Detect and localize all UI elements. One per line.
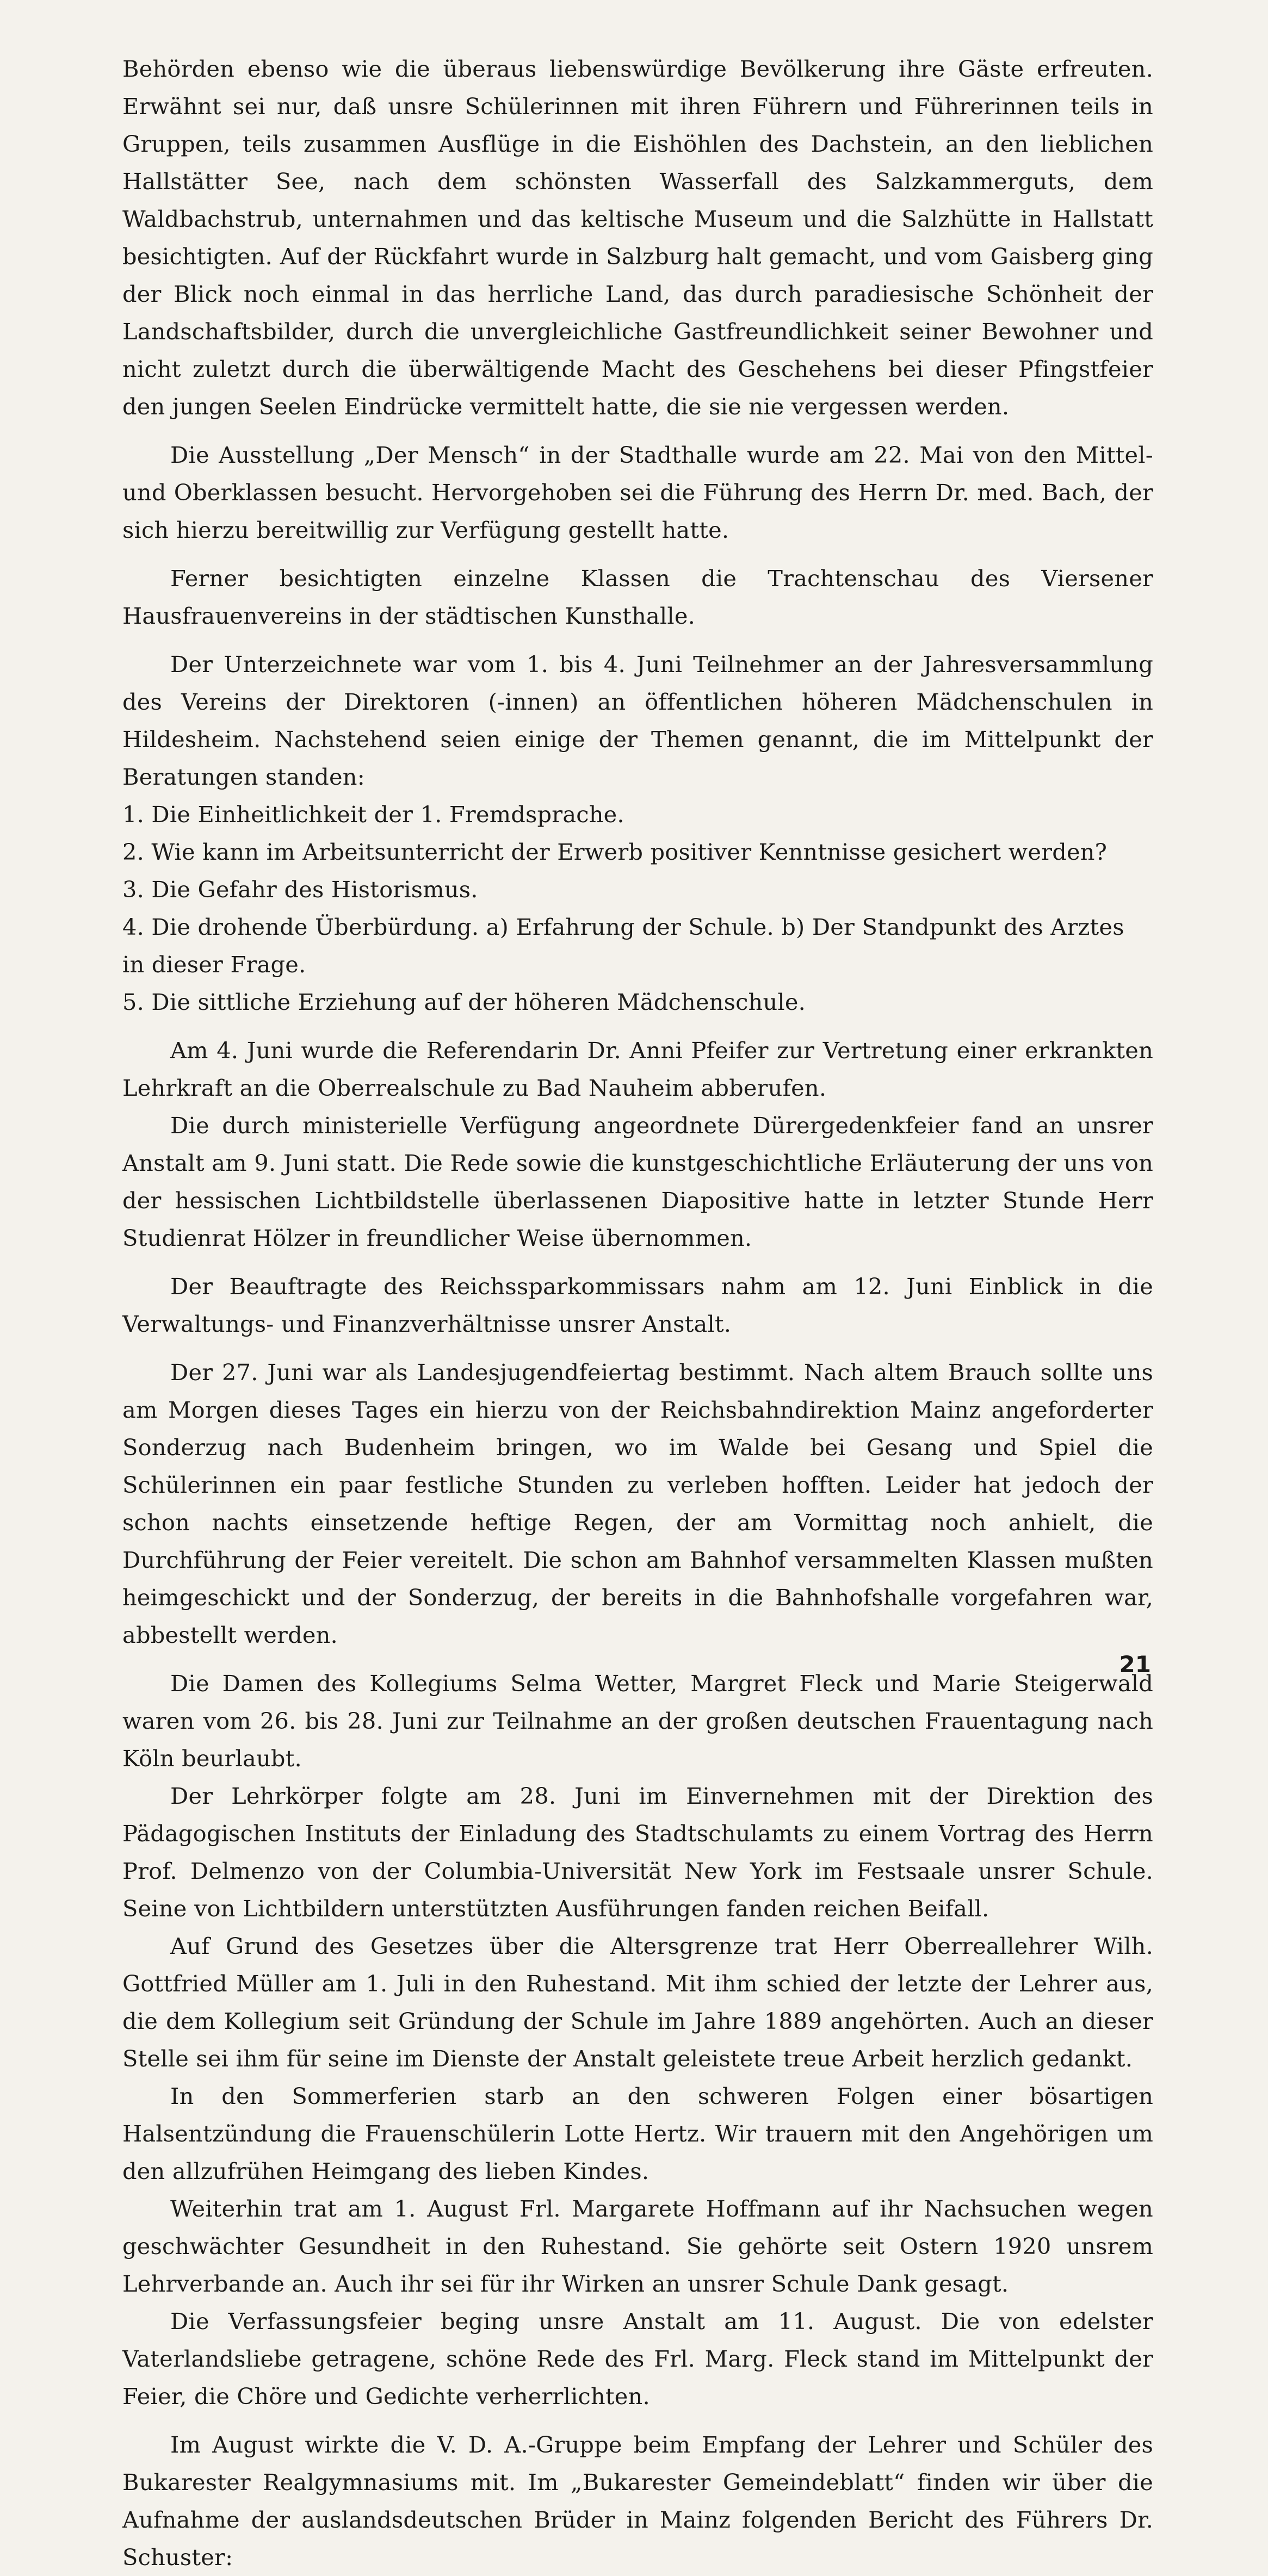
page-number: 21	[1119, 1651, 1151, 1678]
theme-item: 2. Wie kann im Arbeitsunterricht der Erwerb positiver Kenntnisse gesichert werden?	[122, 839, 1108, 865]
paragraph-verfassungsfeier: Die Verfassungsfeier beging unsre Anstalt am 11. August. Die von edelster Vaterlandsliebe getragene, schöne Rede des Frl. Marg. Fleck stand im Mittelpunkt der Feier, die Chöre und Gedichte verherrlichten.	[122, 2308, 1153, 2410]
paragraph-landesjugendfeiertag: Der 27. Juni war als Landesjugendfeiertag bestimmt. Nach altem Brauch sollte uns am Morgen dieses Tages ein hierzu von der Reichsbahndirektion Mainz angeforderter Sonderzug nach Budenheim bringen, wo im Walde bei Gesang und Spiel die Schülerinnen ein paar festliche Stunden zu verleben hofften. Leider hat jedoch der schon nachts einsetzende heftige Regen, der am Vormittag noch anhielt, die Durchführung der Feier vereitelt. Die schon am Bahnhof versammelten Klassen mußten heimgeschickt und der Sonderzug, der bereits in die Bahnhofshalle vorgefahren war, abbestellt werden.	[122, 1359, 1153, 1648]
theme-item: 1. Die Einheitlichkeit der 1. Fremdsprache.	[122, 801, 624, 828]
document-page	[122, 50, 1153, 2576]
paragraph-reichssparkommissar: Der Beauftragte des Reichssparkommissars nahm am 12. Juni Einblick in die Verwaltungs- und Finanzverhältnisse unsrer Anstalt.	[122, 1273, 1153, 1337]
themes-list	[122, 796, 1153, 1021]
paragraph-vortrag: Der Lehrkörper folgte am 28. Juni im Einvernehmen mit der Direktion des Pädagogischen Instituts der Einladung des Stadtschulamts zu einem Vortrag des Herrn Prof. Delmenzo von der Columbia-Universität New York im Festsaale unsrer Schule. Seine von Lichtbildern unterstützten Ausführungen fanden reichen Beifall.	[122, 1783, 1153, 1922]
paragraph-duerergedenkfeier: Die durch ministerielle Verfügung angeordnete Dürergedenkfeier fand an unsrer Anstalt am 9. Juni statt. Die Rede sowie die kunstgeschichtliche Erläuterung der uns von der hessischen Lichtbildstelle überlassenen Diapositive hatte in letzter Stunde Herr Studienrat Hölzer in freundlicher Weise übernommen.	[122, 1112, 1153, 1251]
paragraph-ausstellung: Die Ausstellung „Der Mensch“ in der Stadthalle wurde am 22. Mai von den Mittel- und Oberklassen besucht. Hervorgehoben sei die Führung des Herrn Dr. med. Bach, der sich hierzu bereitwillig zur Verfügung gestellt hatte.	[122, 442, 1153, 543]
paragraph-sommerferien: In den Sommerferien starb an den schweren Folgen einer bösartigen Halsentzündung die Frauenschülerin Lotte Hertz. Wir trauern mit den Angehörigen um den allzufrühen Heimgang des lieben Kindes.	[122, 2083, 1153, 2184]
theme-item: 4. Die drohende Überbürdung. a) Erfahrung der Schule. b) Der Standpunkt des Arztes in dieser Frage.	[122, 914, 1124, 978]
theme-item: 5. Die sittliche Erziehung auf der höheren Mädchenschule.	[122, 989, 806, 1015]
theme-item: 3. Die Gefahr des Historismus.	[122, 876, 478, 903]
paragraph-ruhestand-hoffmann: Weiterhin trat am 1. August Frl. Margarete Hoffmann auf ihr Nachsuchen wegen geschwächter Gesundheit in den Ruhestand. Sie gehörte seit Ostern 1920 unsrem Lehrverbande an. Auch ihr sei für ihr Wirken an unsrer Schule Dank gesagt.	[122, 2195, 1153, 2297]
paragraph-vda-gruppe: Im August wirkte die V. D. A.-Gruppe beim Empfang der Lehrer und Schüler des Bukarester Realgymnasiums mit. Im „Bukarester Gemeindeblatt“ finden wir über die Aufnahme der auslandsdeutschen Brüder in Mainz folgenden Bericht des Führers Dr. Schuster:	[122, 2431, 1153, 2571]
paragraph-frauentagung: Die Damen des Kollegiums Selma Wetter, Margret Fleck und Marie Steigerwald waren vom 26. bis 28. Juni zur Teilnahme an der großen deutschen Frauentagung nach Köln beurlaubt.	[122, 1670, 1153, 1772]
paragraph-ruhestand-mueller: Auf Grund des Gesetzes über die Altersgrenze trat Herr Oberreallehrer Wilh. Gottfried Müller am 1. Juli in den Ruhestand. Mit ihm schied der letzte der Lehrer aus, die dem Kollegium seit Gründung der Schule im Jahre 1889 angehörten. Auch an dieser Stelle sei ihm für seine im Dienste der Anstalt geleistete treue Arbeit herzlich gedankt.	[122, 1933, 1153, 2072]
paragraph-referendarin: Am 4. Juni wurde die Referendarin Dr. Anni Pfeifer zur Vertretung einer erkrankten Lehrkraft an die Oberrealschule zu Bad Nauheim abberufen.	[122, 1037, 1153, 1101]
paragraph-pfingstfahrt: Behörden ebenso wie die überaus liebenswürdige Bevölkerung ihre Gäste erfreuten. Erwähnt sei nur, daß unsre Schülerinnen mit ihren Führern und Führerinnen teils in Gruppen, teils zusammen Ausflüge in die Eishöhlen des Dachstein, an den lieblichen Hallstätter See, nach dem schönsten Wasserfall des Salzkammerguts, dem Waldbachstrub, unternahmen und das keltische Museum und die Salzhütte in Hallstatt besichtigten. Auf der Rückfahrt wurde in Salzburg halt gemacht, und vom Gaisberg ging der Blick noch einmal in das herrliche Land, das durch paradiesische Schönheit der Landschaftsbilder, durch die unvergleichliche Gastfreundlichkeit seiner Bewohner und nicht zuletzt durch die überwältigende Macht des Geschehens bei dieser Pfingstfeier den jungen Seelen Eindrücke vermittelt hatte, die sie nie vergessen werden.	[122, 55, 1153, 420]
paragraph-jahresversammlung: Der Unterzeichnete war vom 1. bis 4. Juni Teilnehmer an der Jahresversammlung des Vereins der Direktoren (-innen) an öffentlichen höheren Mädchenschulen in Hildesheim. Nachstehend seien einige der Themen genannt, die im Mittelpunkt der Beratungen standen:	[122, 651, 1153, 790]
paragraph-trachtenschau: Ferner besichtigten einzelne Klassen die Trachtenschau des Viersener Hausfrauenvereins in der städtischen Kunsthalle.	[122, 565, 1153, 629]
